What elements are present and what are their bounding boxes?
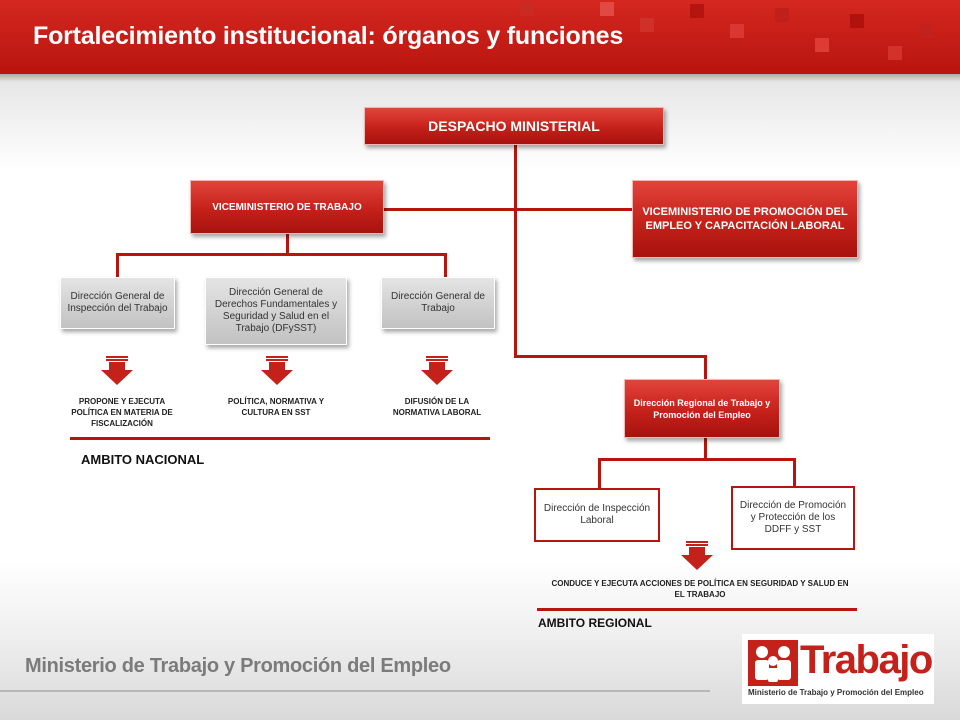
node-dg-inspeccion: Dirección General de Inspección del Trabajo — [60, 277, 175, 329]
connector-line — [704, 438, 707, 460]
header-bar — [0, 0, 960, 74]
node-dir-promocion: Dirección de Promoción y Protección de los DDFF y SST — [731, 486, 855, 550]
function-label: POLÍTICA, NORMATIVA Y CULTURA EN SST — [227, 397, 325, 417]
down-arrow-icon — [680, 541, 714, 571]
node-dg-trabajo: Dirección General de Trabajo — [381, 277, 495, 329]
down-arrow-icon — [100, 356, 134, 386]
slide-title: Fortalecimiento institucional: órganos y funciones — [33, 22, 624, 50]
down-arrow-icon — [260, 356, 294, 386]
header-shadow — [0, 74, 960, 82]
decor-square — [520, 2, 534, 16]
decor-square — [920, 24, 934, 38]
function-label: CONDUCE Y EJECUTA ACCIONES DE POLÍTICA EN SEGURIDAD Y SALUD EN EL TRABAJO — [551, 579, 849, 599]
node-despacho-ministerial: DESPACHO MINISTERIAL — [364, 107, 664, 145]
trabajo-logo — [742, 634, 934, 704]
decor-square — [815, 38, 829, 52]
ambito-regional-label: AMBITO REGIONAL — [538, 616, 652, 630]
decor-square — [888, 46, 902, 60]
people-icon — [748, 640, 798, 686]
decor-square — [640, 18, 654, 32]
connector-line — [116, 253, 447, 256]
node-viceministerio-promocion: VICEMINISTERIO DE PROMOCIÓN DEL EMPLEO Y CAPACITACIÓN LABORAL — [632, 180, 858, 258]
function-label: PROPONE Y EJECUTA POLÍTICA EN MATERIA DE FISCALIZACIÓN — [71, 397, 173, 428]
connector-line — [598, 458, 601, 488]
connector-line — [444, 253, 447, 277]
decor-square — [730, 24, 744, 38]
footer-divider — [0, 690, 710, 692]
node-viceministerio-trabajo: VICEMINISTERIO DE TRABAJO — [190, 180, 384, 234]
node-dg-derechos: Dirección General de Derechos Fundamentales y Seguridad y Salud en el Trabajo (DFySST) — [205, 277, 347, 345]
connector-line — [514, 355, 706, 358]
ambito-nacional-line — [70, 437, 490, 440]
connector-line — [380, 208, 634, 211]
ambito-regional-line — [537, 608, 857, 611]
footer-ministry-name: Ministerio de Trabajo y Promoción del Empleo — [25, 655, 451, 677]
decor-square — [850, 14, 864, 28]
decor-square — [600, 2, 614, 16]
connector-line — [793, 458, 796, 486]
connector-line — [514, 145, 517, 357]
connector-line — [598, 458, 796, 461]
connector-line — [704, 355, 707, 379]
connector-line — [116, 253, 119, 277]
connector-line — [286, 234, 289, 255]
down-arrow-icon — [420, 356, 454, 386]
logo-subtitle: Ministerio de Trabajo y Promoción del Empleo — [748, 688, 924, 697]
node-direccion-regional: Dirección Regional de Trabajo y Promoción del Empleo — [624, 379, 780, 438]
decor-square — [690, 4, 704, 18]
ambito-nacional-label: AMBITO NACIONAL — [81, 452, 205, 467]
function-label: DIFUSIÓN DE LA NORMATIVA LABORAL — [392, 397, 482, 417]
node-dir-inspeccion-laboral: Dirección de Inspección Laboral — [534, 488, 660, 542]
decor-square — [775, 8, 789, 22]
logo-wordmark: Trabajo — [800, 638, 932, 682]
